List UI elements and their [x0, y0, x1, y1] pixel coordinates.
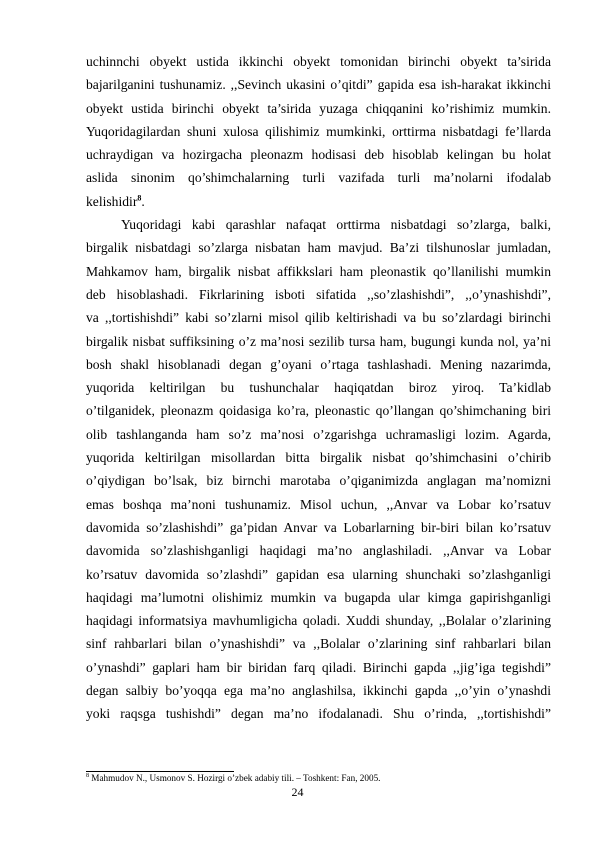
- footnote-separator: [86, 771, 234, 772]
- page-body: [86, 50, 551, 726]
- text-line: aslida sinonim qo’shimchalarning turli vazifada turli ma’nolarni ifodalab: [86, 170, 551, 186]
- text-line: o’qiydigan bo’lsak, biz birnchi marotaba o’qiganimizda anglagan ma’nomizni: [86, 473, 551, 489]
- text-line: bajarilganini tushunamiz. ,,Sevinch ukasini o’qitdi” gapida esa ish-harakat ikkinchi: [86, 77, 551, 93]
- text-line: Mahkamov ham, birgalik nisbat affikkslari ham pleonastik qo’llanilishi mumkin: [86, 263, 551, 279]
- footnote-reference[interactable]: 8: [137, 193, 142, 203]
- text-line: yoki raqsga tushishdi” degan ma’no ifodalanadi. Shu o’rinda, ,,tortishishdi”: [86, 706, 551, 722]
- text-line: yuqorida keltirilgan misollardan bitta birgalik nisbat qo’shimchasini o’chirib: [86, 450, 551, 466]
- text-line: deb hisoblashadi. Fikrlarining isboti sifatida ,,so’zlashishdi”, ,,o’ynashishdi”,: [86, 286, 551, 302]
- text-line: davomida so’zlashishdi” ga’pidan Anvar va Lobarlarning bir-biri bilan ko’rsatuv: [86, 519, 551, 535]
- text-line-indented: Yuqoridagi kabi qarashlar nafaqat orttirma nisbatdagi so’zlarga, balki,: [121, 217, 551, 233]
- text-line: davomida so’zlashishganligi haqidagi ma’no anglashiladi. ,,Anvar va Lobar: [86, 543, 551, 559]
- text-line: yuqorida keltirilgan bu tushunchalar haqiqatdan biroz yiroq. Ta’kidlab: [86, 380, 551, 396]
- text-line: o’tilganidek, pleonazm qoidasiga ko’ra, pleonastic qo’llangan qo’shimchaning biri: [86, 403, 551, 419]
- text-line: obyekt ustida birinchi obyekt ta’sirida yuzaga chiqqanini ko’rishimiz mumkin.: [86, 100, 551, 116]
- page-number: 24: [291, 785, 304, 799]
- text-line: birgalik nisbatdagi so’zlarga nisbatan ham mavjud. Ba’zi tilshunoslar jumladan,: [86, 240, 551, 256]
- text-line: va ,,tortishishdi” kabi so’zlarni misol qilib keltirishadi va bu so’zlardagi birinchi: [86, 310, 551, 326]
- text-line: haqidagi ma’lumotni olishimiz mumkin va bugapda ular kimga gapirishganligi: [86, 589, 551, 605]
- text-line: o’ynashdi” gaplari ham bir biridan farq qiladi. Birinchi gapda ,,jig’iga tegishdi”: [86, 659, 551, 675]
- text-line: ko’rsatuv davomida so’zlashdi” gapidan esa ularning shunchaki so’zlashganligi: [86, 566, 551, 582]
- footnote-marker: 8: [86, 772, 89, 779]
- text-line: haqidagi informatsiya mavhumligicha qoladi. Xuddi shunday, ,,Bolalar o’zlarining: [86, 613, 551, 629]
- text-line: birgalik nisbat suffiksining o’z ma’nosi sezilib tursa ham, bugungi kunda nol, ya’ni: [86, 333, 551, 349]
- footnote: [86, 773, 380, 784]
- text-line: emas boshqa ma’noni tushunamiz. Misol uchun, ,,Anvar va Lobar ko’rsatuv: [86, 496, 551, 512]
- paragraph-2: [86, 213, 551, 726]
- text-fragment: kelishidir: [86, 193, 138, 209]
- text-line: sinf rahbarlari bilan o’ynashishdi” va ,,Bolalar o’zlarining sinf rahbarlari bilan: [86, 636, 551, 652]
- text-line: Yuqoridagilardan shuni xulosa qilishimiz mumkinki, orttirma nisbatdagi fe’llarda: [86, 123, 551, 139]
- text-fragment: .: [141, 193, 145, 209]
- text-line: uchinnchi obyekt ustida ikkinchi obyekt tomonidan birinchi obyekt ta’sirida: [86, 54, 551, 69]
- footnote-text: Mahmudov N., Usmonov S. Hozirgi o’zbek adabiy tili. – Toshkent: Fan, 2005.: [89, 773, 381, 783]
- text-line: uchraydigan va hozirgacha pleonazm hodisasi deb hisoblab kelingan bu holat: [86, 147, 551, 163]
- paragraph-1: [86, 50, 551, 213]
- text-line: bosh shakl hisoblanadi degan g’oyani o’rtaga tashlashadi. Mening nazarimda,: [86, 356, 551, 372]
- text-line-final: [86, 190, 551, 213]
- text-line: degan salbiy bo’yoqqa ega ma’no anglashilsa, ikkinchi gapda ,,o’yin o’ynashdi: [86, 683, 551, 699]
- text-line: olib tashlanganda ham so’z ma’nosi o’zgarishga uchramasligi lozim. Agarda,: [86, 426, 551, 442]
